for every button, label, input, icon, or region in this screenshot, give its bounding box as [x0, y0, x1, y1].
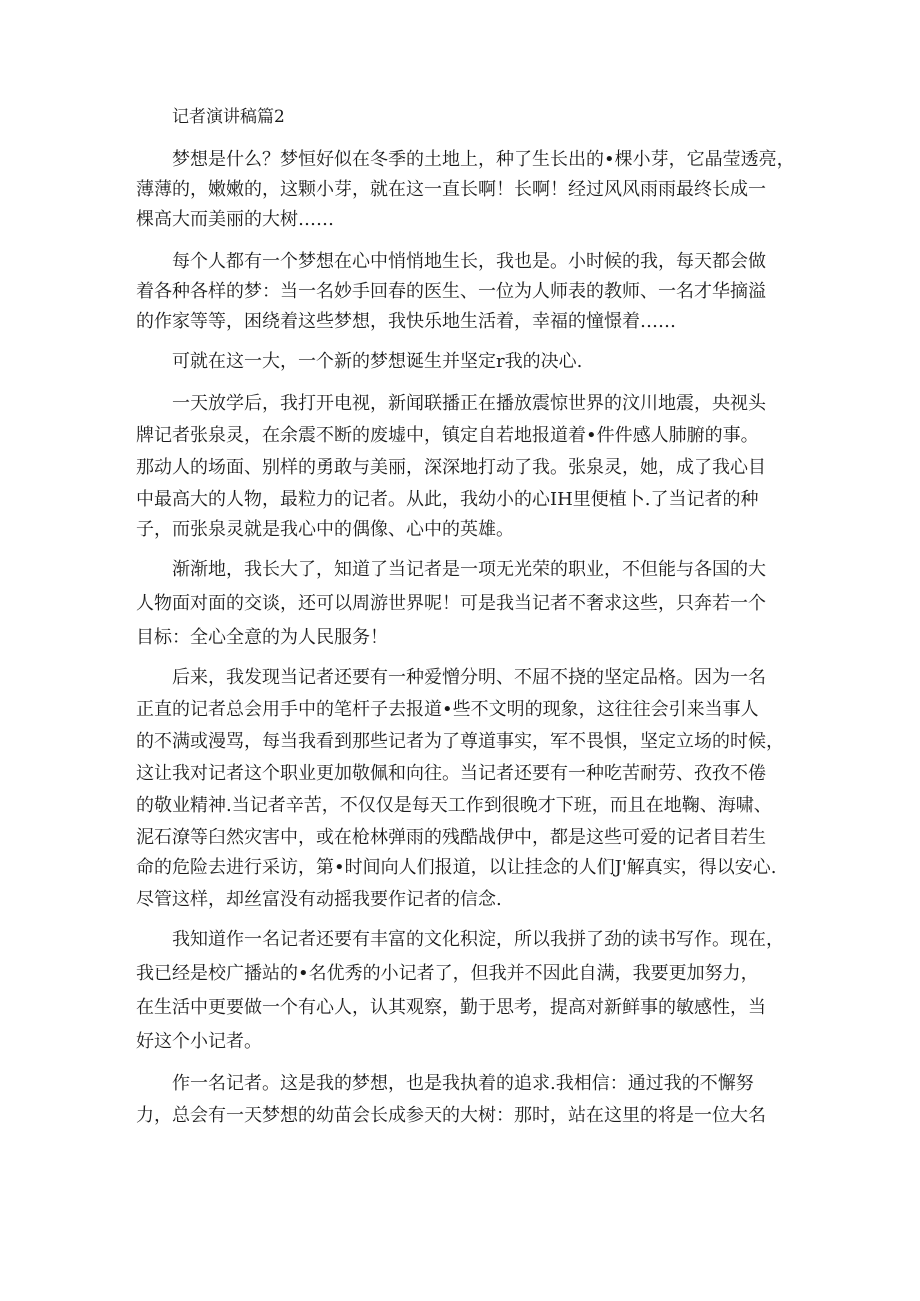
- paragraph-line: 目标：全心全意的为人民服务！: [136, 627, 388, 648]
- paragraph-line: 尽管这样，却丝富没有动摇我要作记者的信念.: [136, 889, 502, 910]
- paragraph-line: 子，而张泉灵就是我心中的偶像、心中的英雄。: [136, 519, 514, 540]
- paragraph-line: 棵高大而美丽的大树……: [136, 209, 334, 230]
- paragraph-line: 梦想是什么？梦恒好似在冬季的土地上，种了生长出的•棵小芽，它晶莹透亮，: [172, 149, 795, 170]
- paragraph-line: 的不满或漫骂，每当我看到那些记者为了尊道事实，军不畏惧，坚定立场的时候，: [136, 731, 784, 752]
- paragraph-line: 中最高大的人物，最粒力的记者。从此，我幼小的心IH里便植卜.了当记者的种: [136, 489, 759, 510]
- paragraph-line: 我已经是校广播站的•名优秀的小记者了，但我并不因此自满，我要更加努力，: [136, 963, 759, 984]
- paragraph-line: 后来，我发现当记者还要有一种爱憎分明、不屈不挠的坚定品格。因为一名: [172, 667, 766, 688]
- paragraph-line: 一天放学后，我打开电视，新闻联播正在播放震惊世界的汶川地震，央视头: [172, 393, 766, 414]
- paragraph-line: 这让我对记者这个职业更加敬佩和向往。当记者还要有一种吃苦耐劳、孜孜不倦: [136, 763, 766, 784]
- paragraph-line: 正直的记者总会用手中的笔杆子去报道•些不文明的现象，这往往会引来当事人: [136, 699, 759, 720]
- paragraph-line: 我知道作一名记者还要有丰富的文化积淀，所以我拼了劲的读书写作。现在，: [172, 929, 784, 950]
- paragraph-line: 牌记者张泉灵，在余震不断的废墟中，镇定自若地报道着•件件感人肺腑的事。: [136, 425, 759, 446]
- paragraph-line: 力，总会有一天梦想的幼苗会长成参天的大树：那时，站在这里的将是一位大名: [136, 1105, 766, 1126]
- paragraph-line: 人物面对面的交谈，还可以周游世界呢！可是我当记者不奢求这些，只奔若一个: [136, 593, 766, 614]
- paragraph-line: 薄薄的，嫩嫩的，这颗小芽，就在这一直长啊！长啊！经过风风雨雨最终长成一: [136, 179, 766, 200]
- paragraph-line: 的敬业精神.当记者辛苦，不仅仅是每天工作到很晚才下班，而且在地鞠、海啸、: [136, 795, 772, 816]
- paragraph-line: 可就在这一大，一个新的梦想诞生并坚定r我的决心.: [172, 351, 583, 372]
- paragraph-line: 命的危险去进行采访，第•时间向人们报道，以让挂念的人们J'解真实，得以安心.: [136, 857, 777, 878]
- document-title: 记者演讲稿篇2: [172, 107, 285, 127]
- paragraph-line: 每个人都有一个梦想在心中悄悄地生长，我也是。小时候的我，每天都会做: [172, 251, 766, 272]
- paragraph-line: 泥石潦等臼然灾害中，或在枪林弹雨的残酷战伊中，都是这些可爱的记者目若生: [136, 827, 766, 848]
- paragraph-line: 着各种各样的梦：当一名妙手回春的医生、一位为人师表的教师、一名才华摘溢: [136, 281, 766, 302]
- paragraph-line: 在生活中更要做一个有心人，认其观察，勤于思考，提高对新鲜事的敏感性，当: [136, 997, 766, 1018]
- paragraph-line: 好这个小记者。: [136, 1031, 262, 1052]
- paragraph-line: 的作家等等，困绕着这些梦想，我快乐地生活着，幸福的憧憬着……: [136, 311, 676, 332]
- paragraph-line: 那动人的场面、别样的勇敢与美丽，深深地打动了我。张泉灵，她，成了我心目: [136, 457, 766, 478]
- paragraph-line: 渐渐地，我长大了，知道了当记者是一项无光荣的职业，不但能与各国的大: [172, 559, 766, 580]
- paragraph-line: 作一名记者。这是我的梦想，也是我执着的追求.我相信：通过我的不懈努: [172, 1073, 754, 1094]
